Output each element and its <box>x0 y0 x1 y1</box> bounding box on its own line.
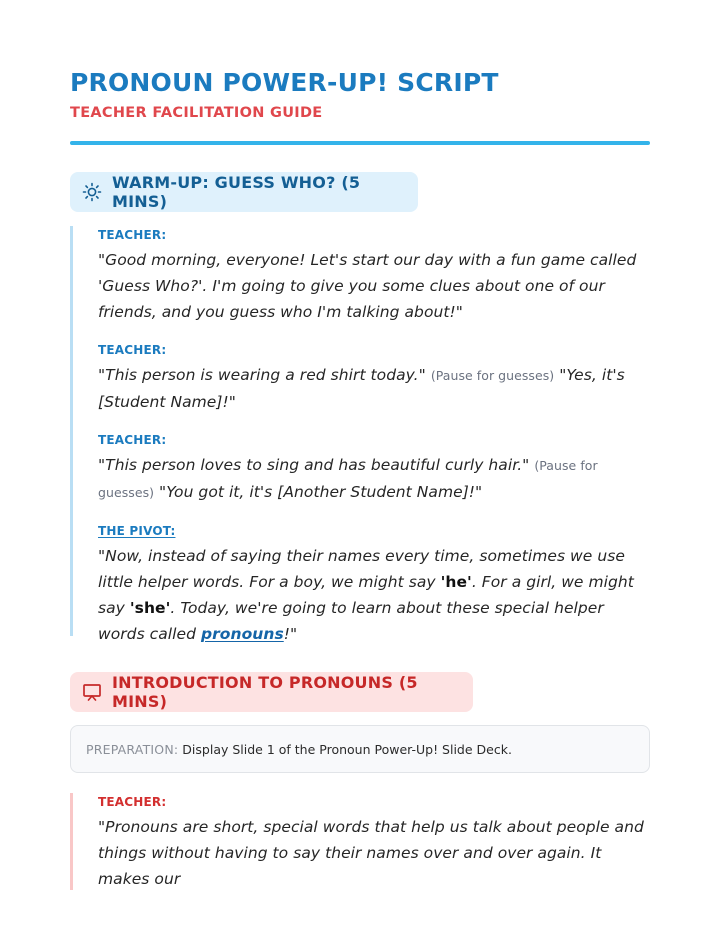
spoken-text: . Today, we're going to learn about these special helper words called <box>98 599 604 643</box>
spoken-line: "Pronouns are short, special words that help us talk about people and things without having to say their names over and over again. It makes our <box>98 818 644 888</box>
speaker-label: TEACHER: <box>98 228 167 242</box>
spoken-text: "This person is wearing a red shirt today." <box>98 366 426 384</box>
section-header-introduction <box>70 672 473 712</box>
title-divider <box>70 141 650 145</box>
spoken-line: "Good morning, everyone! Let's start our day with a fun game called 'Guess Who?'. I'm going to give you some clues about one of our friends, and you guess who I'm talking about!" <box>98 251 637 321</box>
spoken-line <box>98 452 650 506</box>
pronoun-example: 'he' <box>440 573 472 591</box>
speaker-label: TEACHER: <box>98 795 167 809</box>
speaker-label: TEACHER: <box>98 433 167 447</box>
preparation-note <box>70 725 650 773</box>
section-heading: WARM-UP: GUESS WHO? (5 MINS) <box>112 173 361 211</box>
introduction-script-block <box>70 793 650 890</box>
warm-up-script-block <box>70 226 650 643</box>
pivot-label: THE PIVOT: <box>98 524 176 538</box>
spoken-text: !" <box>283 625 298 643</box>
spoken-text: . For a girl, we might say <box>98 573 634 617</box>
pronoun-example: 'she' <box>129 599 171 617</box>
spoken-line <box>98 362 650 415</box>
stage-direction: (Pause for guesses) <box>98 458 598 500</box>
stage-direction: (Pause for guesses) <box>430 368 555 383</box>
presentation-icon <box>82 682 102 702</box>
section-header-warm-up <box>70 172 418 212</box>
sun-icon <box>82 182 102 202</box>
keyword-pronouns: pronouns <box>200 625 284 643</box>
section-heading: INTRODUCTION TO PRONOUNS (5 MINS) <box>112 673 418 711</box>
document-subtitle: TEACHER FACILITATION GUIDE <box>70 105 323 121</box>
spoken-text: "This person loves to sing and has beautiful curly hair." <box>98 456 530 474</box>
document-title: PRONOUN POWER-UP! SCRIPT <box>70 68 499 97</box>
preparation-label: PREPARATION: <box>86 741 179 757</box>
spoken-text: "Yes, it's [Student Name]!" <box>98 366 625 411</box>
spoken-text: "Now, instead of saying their names every time, sometimes we use little helper words. For a boy, we might say <box>98 547 625 591</box>
spoken-text: "You got it, it's [Another Student Name]!" <box>159 483 483 501</box>
spoken-line <box>98 543 650 647</box>
preparation-text: Display Slide 1 of the Pronoun Power-Up! Slide Deck. <box>182 741 512 757</box>
speaker-label: TEACHER: <box>98 343 167 357</box>
